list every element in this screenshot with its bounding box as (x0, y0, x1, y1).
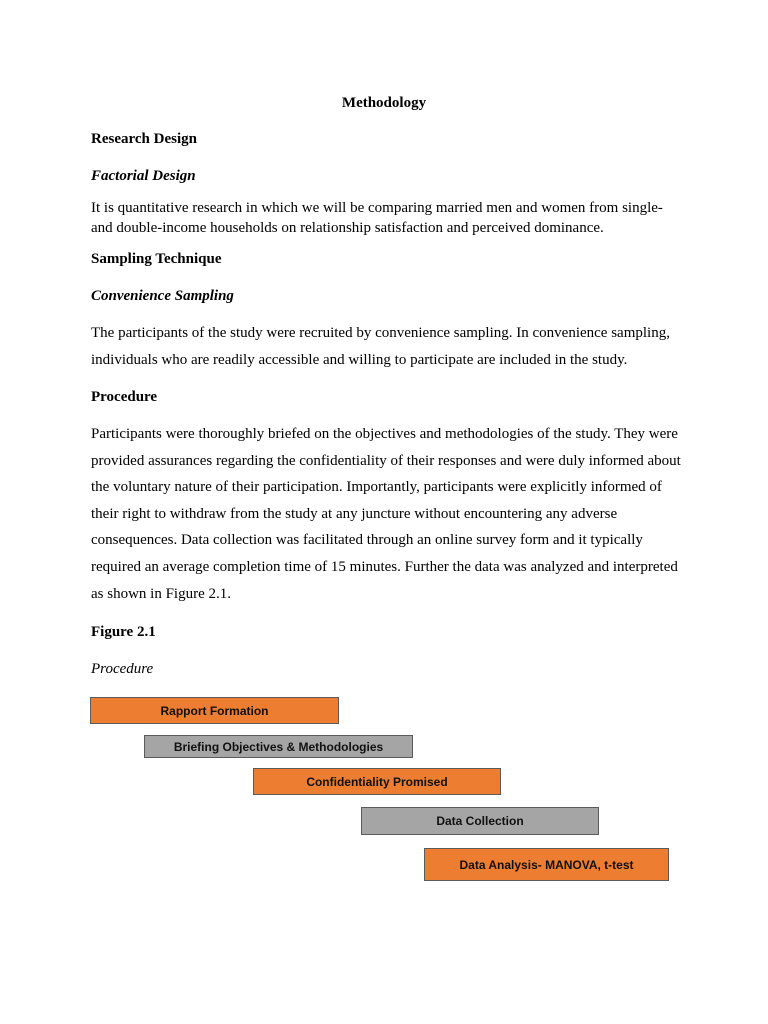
step-data-analysis (424, 848, 669, 881)
convenience-sampling-heading: Convenience Sampling (91, 288, 234, 304)
factorial-design-paragraph: It is quantitative research in which we will be comparing married men and women from single-and double-income households on relationship satisfaction and perceived dominance. (91, 200, 663, 236)
step-label: Data Collection (436, 814, 524, 828)
research-design-heading: Research Design (91, 131, 197, 147)
convenience-sampling-paragraph: The participants of the study were recruited by convenience sampling. In convenience sampling, individuals who are readily accessible and willing to participate are included in the study. (91, 325, 670, 368)
step-label: Data Analysis- MANOVA, t-test (459, 857, 634, 872)
step-confidentiality-promised (253, 768, 501, 795)
step-rapport-formation (90, 697, 339, 724)
step-briefing-objectives (144, 735, 413, 758)
figure-label: Figure 2.1 (91, 624, 156, 640)
step-label: Briefing Objectives & Methodologies (173, 739, 384, 754)
sampling-technique-heading: Sampling Technique (91, 251, 222, 267)
procedure-paragraph: Participants were thoroughly briefed on the objectives and methodologies of the study. They were provided assurances regarding the confidentiality of their responses and were duly informed about the voluntary nature of their participation. Importantly, participants were explicitly informed of their right to withdraw from the study at any juncture without encountering any adverse consequences. Data collection was facilitated through an online survey form and it typically required an average completion time of 15 minutes. Further the data was analyzed and interpreted as shown in Figure 2.1. (91, 426, 681, 602)
step-label: Confidentiality Promised (306, 774, 448, 789)
factorial-design-heading: Factorial Design (91, 168, 196, 184)
step-label: Rapport Formation (160, 703, 269, 718)
procedure-heading: Procedure (91, 389, 158, 405)
page-title: Methodology (341, 95, 427, 111)
figure-caption: Procedure (91, 661, 154, 677)
step-data-collection (361, 807, 599, 835)
